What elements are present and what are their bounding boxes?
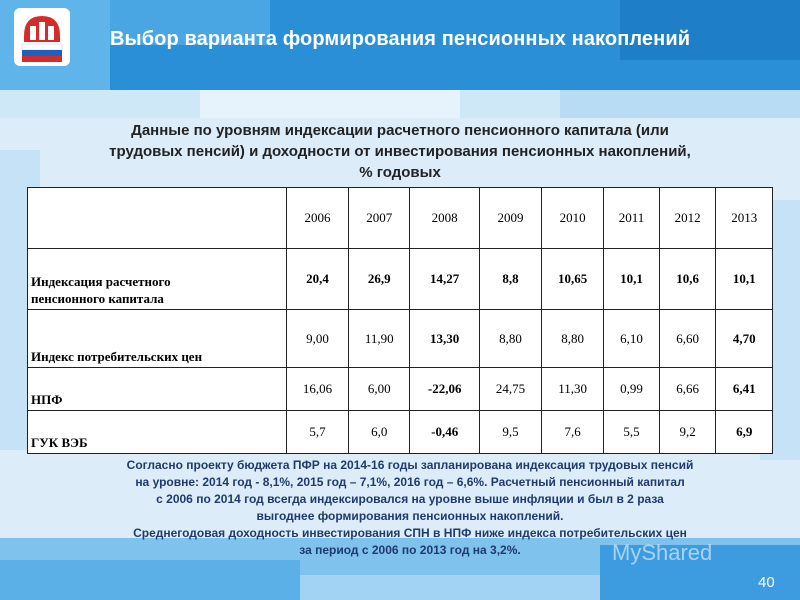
year-cell: 2011: [604, 188, 660, 249]
caption-line: % годовых: [359, 164, 441, 181]
note-line: Среднегодовая доходность инвестирования СПН в НПФ ниже индекса потребительских цен: [133, 526, 687, 540]
note-line: Согласно проекту бюджета ПФР на 2014-16 годы запланирована индексация трудовых пенсий: [126, 458, 694, 472]
value-cell: 8,80: [479, 310, 541, 368]
table-row: [28, 368, 773, 411]
year-cell: 2006: [287, 188, 349, 249]
year-cell: 2013: [716, 188, 773, 249]
year-cell: 2009: [479, 188, 541, 249]
value-cell: 6,60: [659, 310, 716, 368]
caption-line: Данные по уровням индексации расчетного пенсионного капитала (или: [131, 122, 669, 139]
pfr-logo: [12, 6, 72, 68]
value-cell: 20,4: [287, 249, 349, 310]
value-cell: 10,1: [716, 249, 773, 310]
value-cell: -0,46: [410, 411, 480, 454]
value-cell: 0,99: [604, 368, 660, 411]
value-cell: 16,06: [287, 368, 349, 411]
table-row: [28, 310, 773, 368]
value-cell: 7,6: [542, 411, 604, 454]
year-cell: 2012: [659, 188, 716, 249]
note-line: выгоднее формирования пенсионных накоплений.: [256, 509, 564, 523]
table-row: [28, 411, 773, 454]
value-cell: 6,10: [604, 310, 660, 368]
value-cell: 6,00: [349, 368, 410, 411]
value-cell: 11,30: [542, 368, 604, 411]
note-line: на уровне: 2014 год - 8,1%, 2015 год – 7,1%, 2016 год – 6,6%. Расчетный пенсионный капитал: [135, 475, 685, 489]
indexation-table: [27, 187, 773, 454]
value-cell: 6,9: [716, 411, 773, 454]
year-cell: 2007: [349, 188, 410, 249]
note-line: за период с 2006 по 2013 год на 3,2%.: [299, 543, 521, 557]
header-row: [28, 188, 773, 249]
value-cell: 24,75: [479, 368, 541, 411]
value-cell: 8,80: [542, 310, 604, 368]
value-cell: 9,5: [479, 411, 541, 454]
value-cell: 5,7: [287, 411, 349, 454]
value-cell: 10,65: [542, 249, 604, 310]
table-row: [28, 249, 773, 310]
value-cell: 6,0: [349, 411, 410, 454]
row-label: Индексация расчетного пенсионного капитала: [28, 249, 287, 310]
value-cell: 10,6: [659, 249, 716, 310]
value-cell: 14,27: [410, 249, 480, 310]
value-cell: 11,90: [349, 310, 410, 368]
year-cell: 2008: [410, 188, 480, 249]
value-cell: 26,9: [349, 249, 410, 310]
row-label: НПФ: [28, 368, 287, 411]
value-cell: 6,41: [716, 368, 773, 411]
value-cell: 8,8: [479, 249, 541, 310]
value-cell: 9,2: [659, 411, 716, 454]
note-line: с 2006 по 2014 год всегда индексировался на уровне выше инфляции и был в 2 раза: [156, 492, 664, 506]
value-cell: 10,1: [604, 249, 660, 310]
slide-title: Выбор варианта формирования пенсионных накоплений: [110, 28, 691, 50]
watermark: MyShared: [612, 540, 713, 565]
value-cell: 6,66: [659, 368, 716, 411]
row-label: Индекс потребительских цен: [28, 310, 287, 368]
value-cell: 13,30: [410, 310, 480, 368]
row-label: ГУК ВЭБ: [28, 411, 287, 454]
empty-corner-cell: [28, 188, 287, 249]
value-cell: -22,06: [410, 368, 480, 411]
value-cell: 5,5: [604, 411, 660, 454]
table-caption: [30, 120, 770, 183]
value-cell: 9,00: [287, 310, 349, 368]
caption-line: трудовых пенсий) и доходности от инвестирования пенсионных накоплений,: [109, 143, 691, 160]
page-number: 40: [758, 574, 775, 591]
value-cell: 4,70: [716, 310, 773, 368]
year-cell: 2010: [542, 188, 604, 249]
